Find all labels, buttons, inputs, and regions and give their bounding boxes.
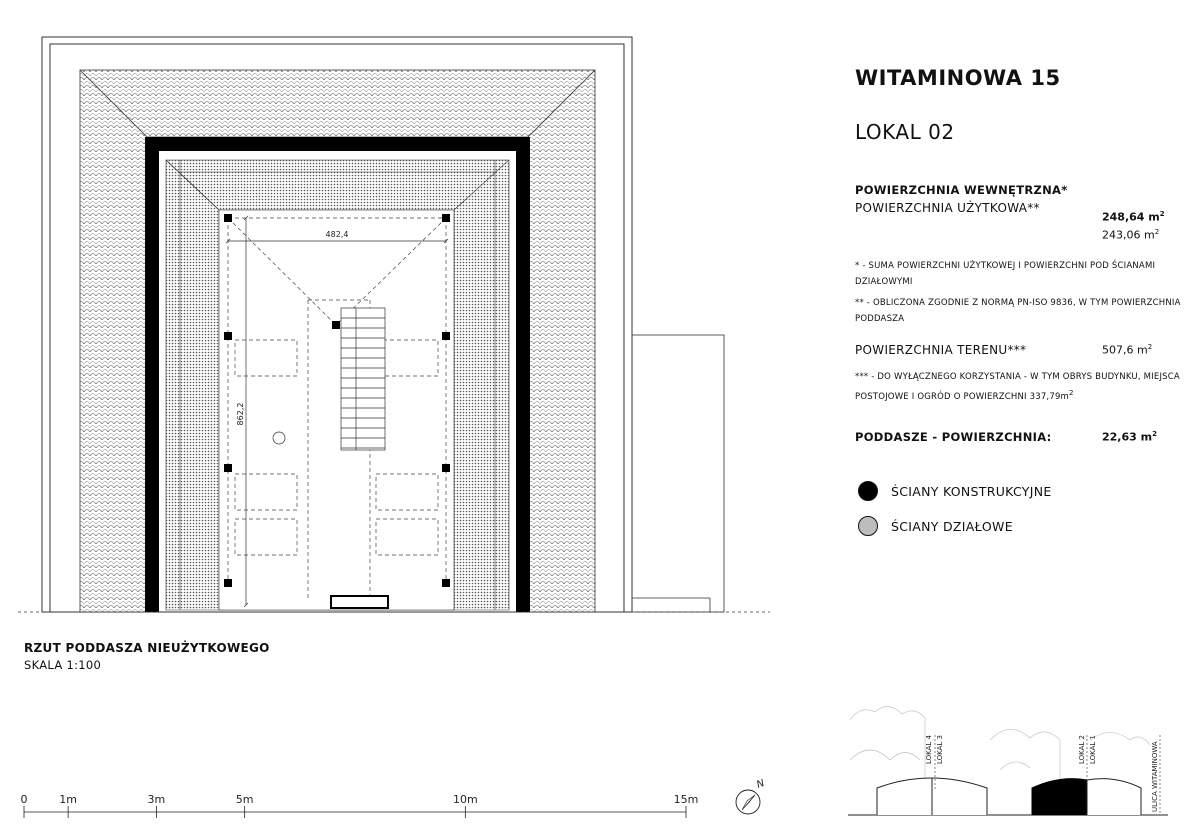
attic-area-value: 22,63 $m^2$ [1102,430,1157,444]
terrain-area-label: POWIERZCHNIA TERENU*** [855,343,1027,357]
scale-label: 0 [20,793,28,806]
section-thumbnail [848,706,1168,815]
legend-structural-label: ŚCIANY KONSTRUKCYJNE [891,484,1052,499]
background-trees [850,706,1150,790]
dimension-width-label: 482,4 [325,230,349,239]
note-2: ** - OBLICZONA ZGODNIE Z NORMĄ PN-ISO 9836, W TYM POWIERZCHNIA PODDASZA [855,298,1181,324]
scale-label: 3m [147,793,166,806]
internal-area-label: POWIERZCHNIA WEWNĘTRZNA* [855,183,1068,197]
section-label-lokal1: LOKAL 1 [1089,735,1097,764]
section-label-lokal3: LOKAL 3 [936,735,944,764]
dimension-height-label: 862,2 [236,402,245,426]
section-label-lokal2: LOKAL 2 [1078,735,1086,764]
usable-area-label: POWIERZCHNIA UŻYTKOWA** [855,201,1040,215]
annex-outline [632,335,724,612]
section-label-street: ULICA WITAMINOWA [1151,741,1159,812]
scale-label: 1m [59,793,77,806]
legend-structural-swatch [858,481,878,501]
legend-partition-label: ŚCIANY DZIAŁOWE [891,519,1013,534]
scale-bar [21,793,699,818]
scale-label: 5m [235,793,254,806]
note-1: * - SUMA POWIERZCHNI UŻYTKOWEJ I POWIERZCHNI POD ŚCIANAMI DZIAŁOWYMI [855,261,1156,287]
north-arrow [736,790,760,814]
attic-hatch [331,596,388,608]
page-title: WITAMINOWA 15 [855,66,1061,90]
unit-subtitle: LOKAL 02 [855,120,955,144]
terrain-area-value: 507,6 $m^2$ [1102,343,1153,357]
round-vent [273,432,285,444]
plan-title: RZUT PODDASZA NIEUŻYTKOWEGO [24,641,270,655]
north-label: N [755,777,767,791]
internal-area-value: 248,64 $m^2$ [1102,210,1165,224]
attic-floor [219,210,454,610]
staircase [341,308,385,450]
legend-partition-swatch [858,516,878,536]
section-label-lokal4: LOKAL 4 [925,735,933,764]
scale-label: 10m [452,793,478,806]
note-3: *** - DO WYŁĄCZNEGO KORZYSTANIA - W TYM OBRYS BUDYNKU, MIEJSCA POSTOJOWE I OGRÓD O POWIERZCHNI $337,79m^2$ [855,372,1180,402]
plan-scale: SKALA 1:100 [24,658,102,672]
attic-area-label: PODDASZE - POWIERZCHNIA: [855,430,1052,444]
usable-area-value: 243,06 $m^2$ [1102,228,1160,242]
scale-label: 15m [673,793,699,806]
